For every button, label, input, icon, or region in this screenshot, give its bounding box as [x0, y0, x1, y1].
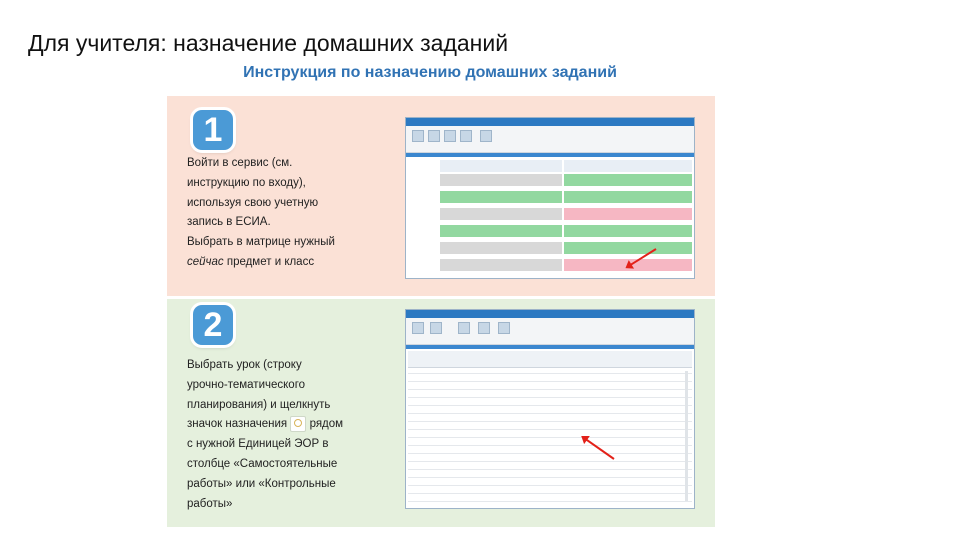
ribbon-icon: [478, 322, 490, 334]
step-line: с нужной Единицей ЭОР в: [187, 438, 329, 451]
table-row[interactable]: [408, 453, 692, 454]
table-row[interactable]: [408, 461, 692, 462]
matrix-row: [406, 173, 694, 187]
app-ribbon: [406, 318, 694, 345]
slide-title: Для учителя: назначение домашних заданий: [28, 30, 509, 56]
ribbon-icon: [430, 322, 442, 334]
matrix-row: [406, 224, 694, 238]
matrix-cell-selected[interactable]: [564, 242, 692, 254]
subject-class-matrix: [406, 157, 694, 277]
table-row[interactable]: [408, 413, 692, 414]
app-titlebar: [406, 118, 694, 126]
step-line: используя свою учетную: [187, 196, 319, 209]
app-titlebar: [406, 310, 694, 318]
ribbon-icon: [480, 130, 492, 142]
step-number-badge: 1: [193, 110, 233, 150]
matrix-header-row: [406, 159, 694, 173]
step-line-before-icon: значок назначения: [187, 418, 288, 431]
lesson-table-header: [408, 351, 692, 368]
table-row[interactable]: [408, 445, 692, 446]
table-row[interactable]: [408, 485, 692, 486]
scrollbar[interactable]: [685, 371, 688, 501]
step-line-rest: предмет и класс: [223, 255, 315, 268]
step-line: инструкцию по входу),: [187, 176, 306, 189]
matrix-row: [406, 190, 694, 204]
step-1-text: [187, 154, 367, 273]
matrix-cell[interactable]: [440, 191, 562, 203]
table-row[interactable]: [408, 373, 692, 374]
ribbon-icon: [428, 130, 440, 142]
ribbon-icon: [460, 130, 472, 142]
table-row[interactable]: [408, 501, 692, 502]
step-number-badge: 2: [193, 305, 233, 345]
step-line: планирования) и щелкнуть: [187, 398, 331, 411]
step-line: запись в ЕСИА.: [187, 216, 271, 229]
ribbon-icon: [412, 130, 424, 142]
table-row[interactable]: [408, 477, 692, 478]
step-2-text: [187, 356, 367, 514]
step-line: работы» или «Контрольные: [187, 477, 336, 490]
italic-word: сейчас: [187, 255, 224, 268]
table-row[interactable]: [408, 421, 692, 422]
table-row[interactable]: [408, 405, 692, 406]
step-line: [187, 415, 367, 435]
matrix-screenshot: [405, 117, 695, 279]
matrix-row: [406, 207, 694, 221]
table-row[interactable]: [408, 437, 692, 438]
step-line: столбце «Самостоятельные: [187, 457, 338, 470]
matrix-cell: [440, 259, 562, 271]
assign-icon: [290, 416, 306, 432]
matrix-cell: [440, 242, 562, 254]
instruction-heading: Инструкция по назначению домашних заданий: [243, 64, 617, 81]
ribbon-icon: [444, 130, 456, 142]
step-line-after-icon: рядом: [309, 418, 344, 431]
step-line: Выбрать в матрице нужный: [187, 236, 335, 249]
matrix-cell[interactable]: [564, 191, 692, 203]
matrix-cell[interactable]: [440, 225, 562, 237]
table-row[interactable]: [408, 389, 692, 390]
ribbon-icon: [498, 322, 510, 334]
matrix-cell[interactable]: [564, 225, 692, 237]
ribbon-icon: [458, 322, 470, 334]
matrix-cell: [440, 208, 562, 220]
step-line: [187, 253, 367, 273]
matrix-cell[interactable]: [564, 208, 692, 220]
lesson-table: [406, 349, 694, 509]
table-row[interactable]: [408, 429, 692, 430]
step-line: урочно-тематического: [187, 378, 306, 391]
lesson-plan-screenshot: [405, 309, 695, 509]
table-row[interactable]: [408, 493, 692, 494]
matrix-header-cell: [564, 160, 692, 172]
step-line: работы»: [187, 497, 233, 510]
table-row[interactable]: [408, 397, 692, 398]
step-line: Выбрать урок (строку: [187, 359, 302, 371]
ribbon-icon: [412, 322, 424, 334]
app-ribbon: [406, 126, 694, 153]
matrix-cell[interactable]: [564, 174, 692, 186]
matrix-header-cell: [440, 160, 562, 172]
table-row[interactable]: [408, 469, 692, 470]
table-row[interactable]: [408, 381, 692, 382]
step-line: Войти в сервис (см.: [187, 157, 293, 169]
matrix-row: [406, 258, 694, 272]
matrix-cell: [440, 174, 562, 186]
